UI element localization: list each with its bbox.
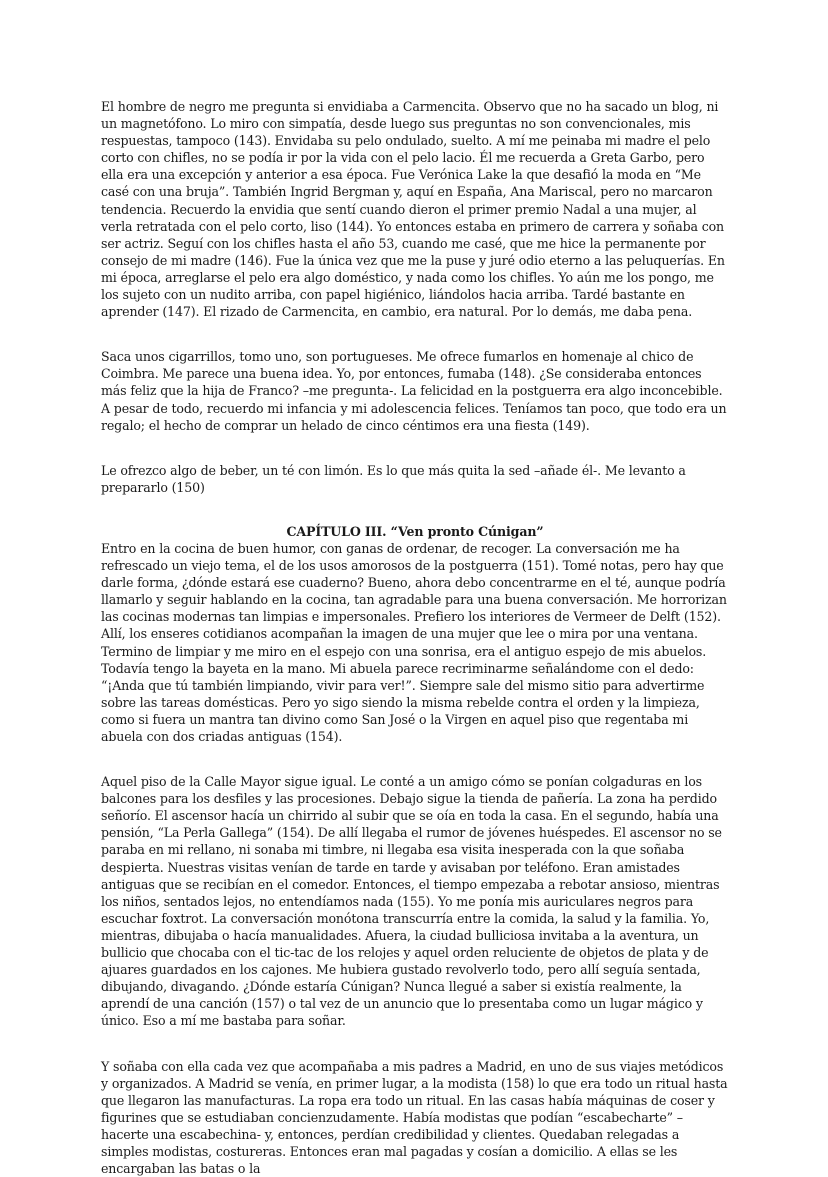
document-page [101, 98, 729, 1177]
paragraph: El hombre de negro me pregunta si envidiaba a Carmencita. Observo que no ha sacado un blog, ni un magnetófono. Lo miro con simpatía, desde luego sus preguntas no son convencionales, mis respuestas, tampoco (143). Envidaba su pelo ondulado, suelto. A mí me peinaba mi madre el pelo corto con chifles, no se podía ir por la vida con el pelo lacio. Él me recuerda a Greta Garbo, pero ella era una excepción y anterior a esa época. Fue Verónica Lake la que desafió la moda en “Me casé con una bruja”. También Ingrid Bergman y, aquí en España, Ana Mariscal, pero no marcaron tendencia. Recuerdo la envidia que sentí cuando dieron el primer premio Nadal a una mujer, al verla retratada con el pelo corto, liso (144). Yo entonces estaba en primero de carrera y soñaba con ser actriz. Seguí con los chifles hasta el año 53, cuando me casé, que me hice la permanente por consejo de mi madre (146). Fue la única vez que me la puse y juré odio eterno a las peluquerías. En mi época, arreglarse el pelo era algo doméstico, y nada como los chifles. Yo aún me los pongo, me los sujeto con un nudito arriba, con papel higiénico, liándolos hacia arriba. Tardé bastante en aprender (147). El rizado de Carmencita, en cambio, era natural. Por lo demás, me daba pena. [101, 98, 729, 320]
paragraph: Entro en la cocina de buen humor, con ganas de ordenar, de recoger. La conversación me ha refrescado un viejo tema, el de los usos amorosos de la postguerra (151). Tomé notas, pero hay que darle forma, ¿dónde estará ese cuaderno? Bueno, ahora debo concentrarme en el té, aunque podría llamarlo y seguir hablando en la cocina, tan agradable para una buena conversación. Me horrorizan las cocinas modernas tan limpias e impersonales. Prefiero los interiores de Vermeer de Delft (152). Allí, los enseres cotidianos acompañan la imagen de una mujer que lee o mira por una ventana. Termino de limpiar y me miro en el espejo con una sonrisa, era el antiguo espejo de mis abuelos. Todavía tengo la bayeta en la mano. Mi abuela parece recriminarme señalándome con el dedo: “¡Anda que tú también limpiando, vivir para ver!”. Siempre sale del mismo sitio para advertirme sobre las tareas domésticas. Pero yo sigo siendo la misma rebelde contra el orden y la limpieza, como si fuera un mantra tan divino como San José o la Virgen en aquel piso que regentaba mi abuela con dos criadas antiguas (154). [101, 540, 729, 745]
paragraph: Aquel piso de la Calle Mayor sigue igual. Le conté a un amigo cómo se ponían colgaduras en los balcones para los desfiles y las procesiones. Debajo sigue la tienda de pañería. La zona ha perdido señorío. El ascensor hacía un chirrido al subir que se oía en toda la casa. En el segundo, había una pensión, “La Perla Gallega” (154). De allí llegaba el rumor de jóvenes huéspedes. El ascensor no se paraba en mi rellano, ni sonaba mi timbre, ni llegaba esa visita inesperada con la que soñaba despierta. Nuestras visitas venían de tarde en tarde y avisaban por teléfono. Eran amistades antiguas que se recibían en el comedor. Entonces, el tiempo empezaba a rebotar ansioso, mientras los niños, sentados lejos, no entendíamos nada (155). Yo me ponía mis auriculares negros para escuchar foxtrot. La conversación monótona transcurría entre la comida, la salud y la familia. Yo, mientras, dibujaba o hacía manualidades. Afuera, la ciudad bulliciosa invitaba a la aventura, un bullicio que chocaba con el tic-tac de los relojes y aquel orden reluciente de objetos de plata y de ajuares guardados en los cajones. Me hubiera gustado revolverlo todo, pero allí seguía sentada, dibujando, divagando. ¿Dónde estaría Cúnigan? Nunca llegué a saber si existía realmente, la aprendí de una canción (157) o tal vez de un anuncio que lo presentaba como un lugar mágico y único. Eso a mí me bastaba para soñar. [101, 773, 729, 1029]
paragraph: Le ofrezco algo de beber, un té con limón. Es lo que más quita la sed –añade él-. Me levanto a prepararlo (150) [101, 462, 729, 496]
paragraph: Saca unos cigarrillos, tomo uno, son portugueses. Me ofrece fumarlos en homenaje al chico de Coimbra. Me parece una buena idea. Yo, por entonces, fumaba (148). ¿Se consideraba entonces más feliz que la hija de Franco? –me pregunta-. La felicidad en la postguerra era algo inconcebible. A pesar de todo, recuerdo mi infancia y mi adolescencia felices. Teníamos tan poco, que todo era un regalo; el hecho de comprar un helado de cinco céntimos era una fiesta (149). [101, 348, 729, 433]
chapter-title: CAPÍTULO III. “Ven pronto Cúnigan” [101, 523, 729, 540]
paragraph: Y soñaba con ella cada vez que acompañaba a mis padres a Madrid, en uno de sus viajes metódicos y organizados. A Madrid se venía, en primer lugar, a la modista (158) lo que era todo un ritual hasta que llegaron las manufacturas. La ropa era todo un ritual. En las casas había máquinas de coser y figurines que se estudiaban concienzudamente. Había modistas que podían “escabecharte” –hacerte una escabechina- y, entonces, perdían credibilidad y clientes. Quedaban relegadas a simples modistas, costureras. Entonces eran mal pagadas y cosían a domicilio. A ellas se les encargaban las batas o la [101, 1058, 729, 1177]
